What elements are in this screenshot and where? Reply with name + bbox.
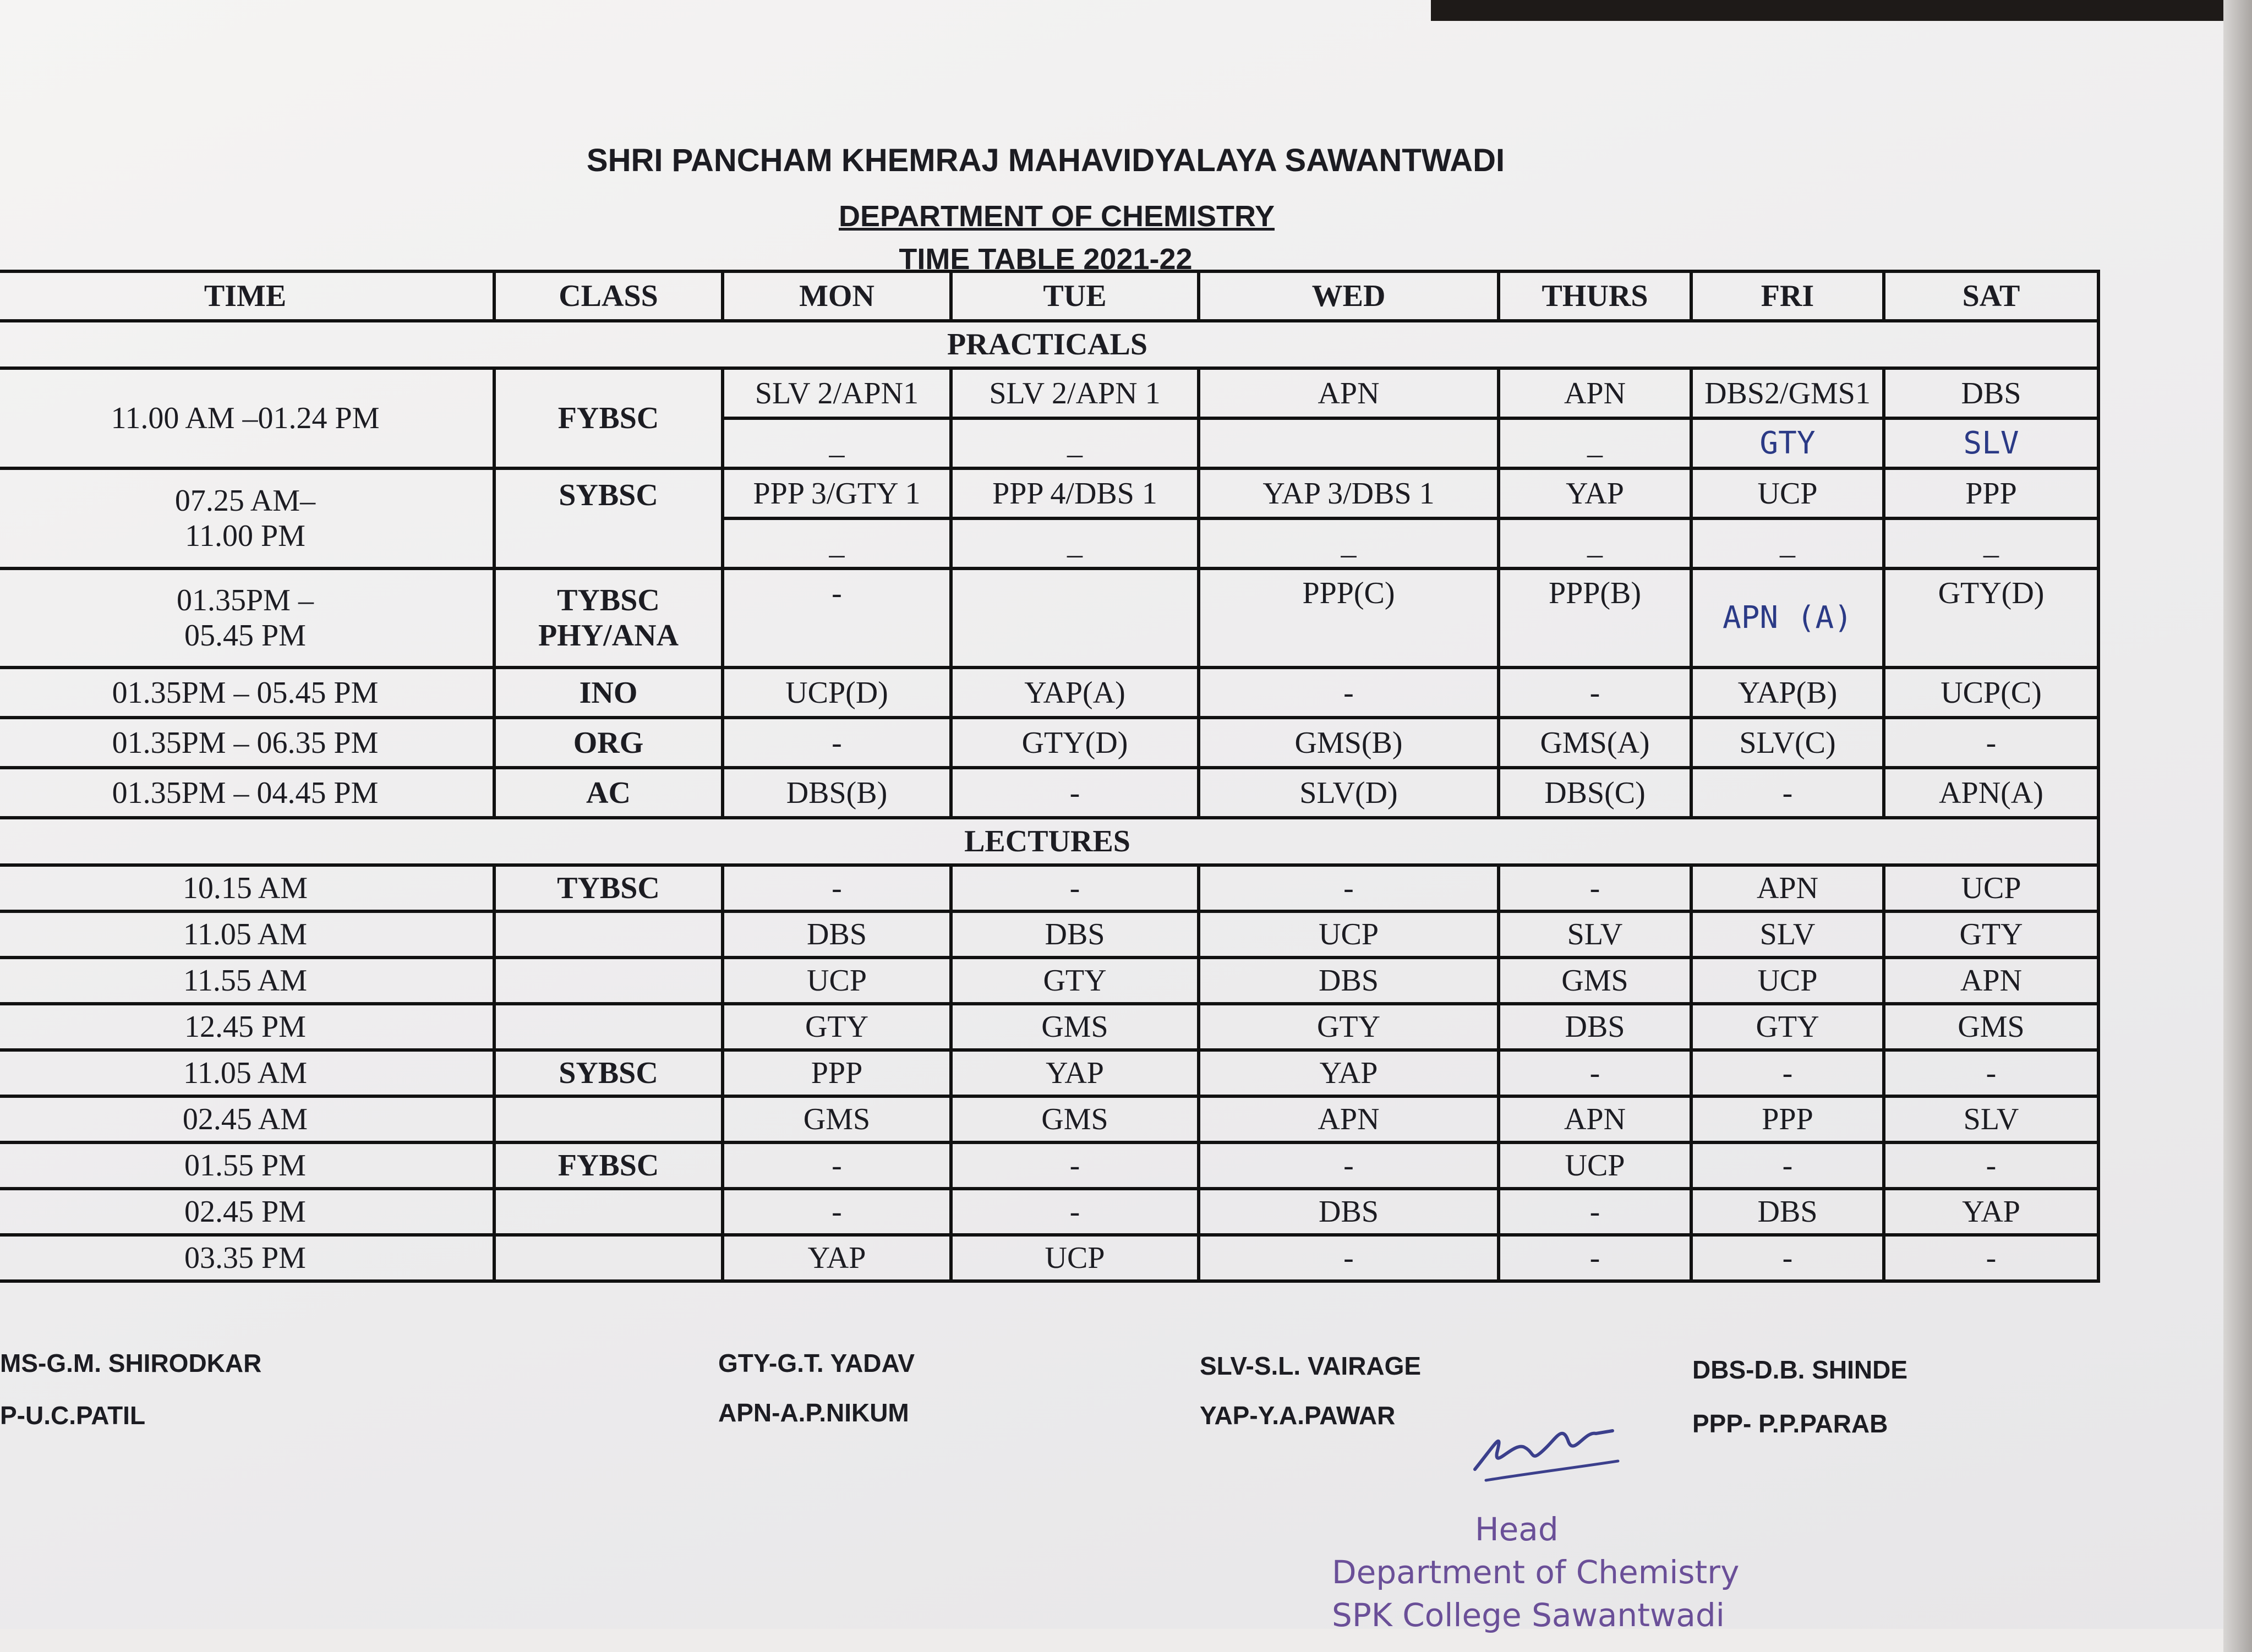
table-cell: -: [723, 568, 951, 668]
timetable-title: TIME TABLE 2021-22: [899, 243, 1193, 276]
legend-entry: SLV-S.L. VAIRAGE: [1200, 1352, 1422, 1380]
table-cell: SLV 2/APN 1: [951, 368, 1199, 418]
column-header: FRI: [1691, 271, 1884, 321]
table-cell: GMS(B): [1199, 718, 1499, 768]
time-cell: [0, 368, 494, 468]
time-cell: 10.15 AM: [0, 865, 494, 911]
table-cell: UCP(D): [723, 668, 951, 718]
table-cell: UCP: [1199, 911, 1499, 958]
table-cell: YAP: [1884, 1189, 2098, 1235]
class-cell: [494, 468, 723, 568]
table-cell: GMS: [951, 1004, 1199, 1050]
table-cell: -: [1199, 668, 1499, 718]
header-row: [0, 271, 2098, 321]
table-cell: GTY(D): [1884, 568, 2098, 668]
table-cell: GTY: [1199, 1004, 1499, 1050]
class-cell: INO: [494, 668, 723, 718]
table-cell: YAP(A): [951, 668, 1199, 718]
class-text: SYBSC: [559, 478, 658, 512]
table-row: [0, 1050, 2098, 1096]
table-cell: PPP 3/GTY 1: [723, 468, 951, 518]
table-cell: -: [1499, 668, 1691, 718]
time-text: 07.25 AM–: [174, 484, 316, 518]
legend-entry: DBS-D.B. SHINDE: [1692, 1355, 1908, 1384]
time-cell: 02.45 PM: [0, 1189, 494, 1235]
table-cell: -: [1884, 718, 2098, 768]
class-cell: FYBSC: [494, 1142, 723, 1189]
table-cell: DBS: [1691, 1189, 1884, 1235]
table-cell: -: [1691, 1235, 1884, 1281]
table-cell: GMS: [1884, 1004, 2098, 1050]
legend-entry: YAP-Y.A.PAWAR: [1200, 1401, 1396, 1430]
table-cell: GMS(A): [1499, 718, 1691, 768]
time-text: 11.00 PM: [185, 519, 305, 553]
table-cell: APN: [1884, 958, 2098, 1004]
table-cell: -: [723, 1142, 951, 1189]
class-cell: [494, 1004, 723, 1050]
table-cell: -: [951, 1189, 1199, 1235]
class-cell: SYBSC: [494, 1050, 723, 1096]
table-cell: SLV: [1884, 1096, 2098, 1142]
class-text: FYBSC: [557, 401, 659, 435]
table-cell: -: [723, 718, 951, 768]
table-cell: GTY: [951, 958, 1199, 1004]
section-heading: PRACTICALS: [0, 321, 2098, 368]
table-cell: UCP: [1691, 958, 1884, 1004]
table-cell: UCP: [1884, 865, 2098, 911]
legend-entry: MS-G.M. SHIRODKAR: [0, 1349, 262, 1377]
handwritten-cell: GTY: [1691, 418, 1884, 468]
legend-entry: P-U.C.PATIL: [0, 1401, 146, 1430]
table-cell: APN: [1691, 865, 1884, 911]
table-row: [0, 911, 2098, 958]
time-text: 05.45 PM: [184, 619, 306, 653]
time-cell: [0, 468, 494, 568]
table-cell: DBS: [1199, 958, 1499, 1004]
class-cell: [494, 568, 723, 668]
class-cell: TYBSC: [494, 865, 723, 911]
class-cell: [494, 1189, 723, 1235]
institution-name: SHRI PANCHAM KHEMRAJ MAHAVIDYALAYA SAWANTWADI: [586, 143, 1505, 178]
class-cell: [494, 1096, 723, 1142]
table-cell: [951, 568, 1199, 668]
column-header: CLASS: [494, 271, 723, 321]
table-cell: DBS: [723, 911, 951, 958]
legend-entry: PPP- P.P.PARAB: [1692, 1409, 1888, 1438]
table-cell: SLV: [1499, 911, 1691, 958]
table-cell: YAP 3/DBS 1: [1199, 468, 1499, 518]
class-cell: [494, 368, 723, 468]
table-cell: UCP: [723, 958, 951, 1004]
table-cell: YAP: [1499, 468, 1691, 518]
class-cell: AC: [494, 768, 723, 818]
table-row: [0, 1096, 2098, 1142]
table-row: [0, 668, 2098, 718]
legend-entry: APN-A.P.NIKUM: [718, 1398, 909, 1427]
handwritten-cell: APN (A): [1691, 568, 1884, 668]
time-cell: 01.35PM – 04.45 PM: [0, 768, 494, 818]
legend-entry: GTY-G.T. YADAV: [718, 1349, 915, 1377]
table-row: [0, 568, 2098, 668]
class-cell: [494, 958, 723, 1004]
table-cell: APN(A): [1884, 768, 2098, 818]
table-cell: SLV(C): [1691, 718, 1884, 768]
signature: [1464, 1409, 1629, 1497]
table-cell: DBS: [1884, 368, 2098, 418]
column-header: THURS: [1499, 271, 1691, 321]
table-cell: -: [1499, 1189, 1691, 1235]
table-cell: _: [1199, 518, 1499, 568]
table-cell: YAP: [723, 1235, 951, 1281]
time-cell: 12.45 PM: [0, 1004, 494, 1050]
timetable-grid: [0, 270, 2100, 1283]
table-cell: -: [1884, 1235, 2098, 1281]
department-stamp: [1332, 1508, 1739, 1637]
table-cell: -: [1691, 1142, 1884, 1189]
table-cell: SLV(D): [1199, 768, 1499, 818]
table-row: [0, 1189, 2098, 1235]
table-cell: -: [723, 865, 951, 911]
table-cell: UCP(C): [1884, 668, 2098, 718]
table-cell: DBS(B): [723, 768, 951, 818]
column-header: TUE: [951, 271, 1199, 321]
table-cell: SLV 2/APN1: [723, 368, 951, 418]
table-cell: -: [1884, 1142, 2098, 1189]
class-text: TYBSC: [557, 583, 660, 617]
column-header: WED: [1199, 271, 1499, 321]
table-cell: APN: [1199, 368, 1499, 418]
time-cell: 01.35PM – 05.45 PM: [0, 668, 494, 718]
table-cell: _: [951, 418, 1199, 468]
time-cell: 01.55 PM: [0, 1142, 494, 1189]
table-cell: PPP: [1691, 1096, 1884, 1142]
table-cell: -: [1199, 1235, 1499, 1281]
table-cell: UCP: [951, 1235, 1199, 1281]
table-cell: PPP 4/DBS 1: [951, 468, 1199, 518]
table-cell: UCP: [1691, 468, 1884, 518]
table-cell: GTY(D): [951, 718, 1199, 768]
table-cell: YAP(B): [1691, 668, 1884, 718]
table-row: [0, 1004, 2098, 1050]
table-cell: GMS: [951, 1096, 1199, 1142]
table-cell: GTY: [723, 1004, 951, 1050]
table-cell: UCP: [1499, 1142, 1691, 1189]
table-cell: -: [723, 1189, 951, 1235]
table-cell: -: [1884, 1050, 2098, 1096]
table-cell: -: [1691, 1050, 1884, 1096]
class-text: PHY/ANA: [538, 619, 679, 653]
department-name: DEPARTMENT OF CHEMISTRY: [839, 200, 1275, 233]
table-cell: DBS: [1199, 1189, 1499, 1235]
handwritten-cell: SLV: [1884, 418, 2098, 468]
table-cell: _: [723, 518, 951, 568]
table-cell: _: [951, 518, 1199, 568]
paper-edge: [2223, 0, 2252, 1652]
table-cell: PPP(B): [1499, 568, 1691, 668]
table-cell: -: [951, 865, 1199, 911]
table-cell: DBS: [1499, 1004, 1691, 1050]
table-cell: -: [1691, 768, 1884, 818]
table-cell: -: [1199, 1142, 1499, 1189]
table-cell: DBS: [951, 911, 1199, 958]
table-cell: PPP: [723, 1050, 951, 1096]
time-cell: 01.35PM – 06.35 PM: [0, 718, 494, 768]
background-edge: [1431, 0, 2252, 21]
table-cell: GMS: [1499, 958, 1691, 1004]
time-text: 01.35PM –: [177, 583, 314, 617]
table-row: [0, 958, 2098, 1004]
table-cell: YAP: [1199, 1050, 1499, 1096]
column-header: MON: [723, 271, 951, 321]
section-heading: LECTURES: [0, 818, 2098, 865]
table-cell: -: [951, 768, 1199, 818]
table-cell: _: [723, 418, 951, 468]
column-header: TIME: [0, 271, 494, 321]
table-cell: _: [1499, 418, 1691, 468]
table-cell: APN: [1199, 1096, 1499, 1142]
table-cell: PPP: [1884, 468, 2098, 518]
lectures-body: [0, 865, 2098, 1281]
table-cell: GTY: [1884, 911, 2098, 958]
table-cell: PPP(C): [1199, 568, 1499, 668]
class-cell: ORG: [494, 718, 723, 768]
time-cell: 11.55 AM: [0, 958, 494, 1004]
table-cell: _: [1884, 518, 2098, 568]
table-cell: GMS: [723, 1096, 951, 1142]
table-cell: -: [1499, 865, 1691, 911]
table-cell: [1199, 418, 1499, 468]
table-row: [0, 468, 2098, 518]
time-cell: 11.05 AM: [0, 911, 494, 958]
time-cell: 02.45 AM: [0, 1096, 494, 1142]
class-cell: [494, 1235, 723, 1281]
column-header: SAT: [1884, 271, 2098, 321]
table-row: [0, 368, 2098, 418]
table-row: [0, 718, 2098, 768]
table-cell: -: [1499, 1235, 1691, 1281]
table-cell: DBS2/GMS1: [1691, 368, 1884, 418]
table-row: [0, 1235, 2098, 1281]
time-text: 11.00 AM –01.24 PM: [111, 401, 380, 435]
table-cell: _: [1499, 518, 1691, 568]
time-cell: 03.35 PM: [0, 1235, 494, 1281]
table-cell: SLV: [1691, 911, 1884, 958]
table-cell: -: [1499, 1050, 1691, 1096]
time-cell: [0, 568, 494, 668]
class-cell: [494, 911, 723, 958]
stamp-line: Department of Chemistry: [1332, 1553, 1740, 1591]
table-cell: -: [951, 1142, 1199, 1189]
table-row: [0, 1142, 2098, 1189]
stamp-line: Head: [1475, 1511, 1559, 1548]
table-cell: _: [1691, 518, 1884, 568]
table-cell: GTY: [1691, 1004, 1884, 1050]
table-cell: -: [1199, 865, 1499, 911]
time-cell: 11.05 AM: [0, 1050, 494, 1096]
table-row: [0, 865, 2098, 911]
table-row: [0, 768, 2098, 818]
table-cell: APN: [1499, 368, 1691, 418]
table-cell: DBS(C): [1499, 768, 1691, 818]
stamp-line: SPK College Sawantwadi: [1332, 1596, 1725, 1634]
table-cell: APN: [1499, 1096, 1691, 1142]
table-cell: YAP: [951, 1050, 1199, 1096]
